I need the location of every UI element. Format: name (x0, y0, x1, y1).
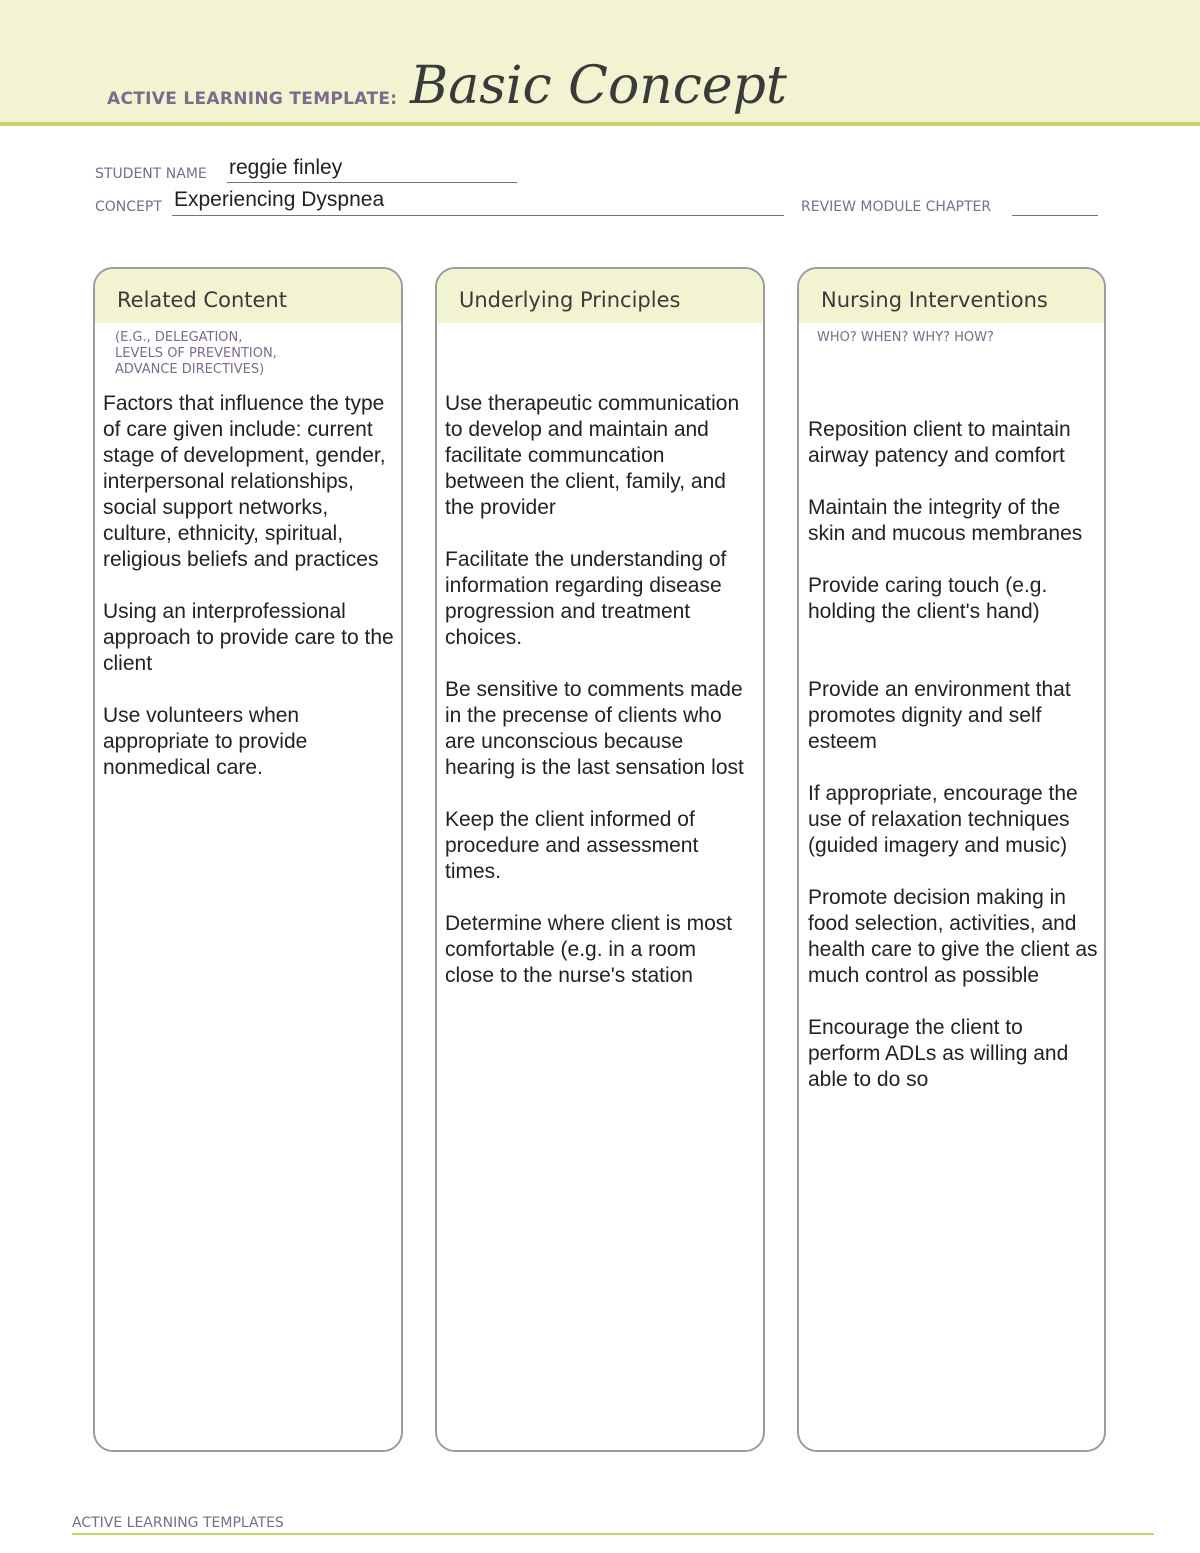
header-divider (0, 122, 1200, 126)
underlying-principles-paragraph: Determine where client is most comfortable (e.g. in a room close to the nurse's station (445, 912, 733, 987)
nursing-interventions-paragraph: Provide an environment that promotes dignity and self esteem (808, 678, 1071, 753)
nursing-interventions-card (797, 267, 1106, 1452)
nursing-interventions-paragraph: Reposition client to maintain airway patency and comfort (808, 418, 1071, 467)
related-content-paragraph: Using an interprofessional approach to provide care to the client (103, 600, 394, 675)
nursing-interventions-paragraph: Maintain the integrity of the skin and mucous membranes (808, 496, 1083, 545)
related-content-hint-line: LEVELS OF PREVENTION, (115, 346, 277, 361)
related-content-hint-line: ADVANCE DIRECTIVES) (115, 362, 265, 377)
concept-label: CONCEPT (95, 199, 162, 215)
template-title: Basic Concept (410, 56, 787, 116)
footer-label: ACTIVE LEARNING TEMPLATES (72, 1515, 284, 1531)
student-name-field[interactable]: reggie finley (229, 156, 343, 179)
nursing-interventions-paragraph: Promote decision making in food selection, activities, and health care to give the client as much control as possible (808, 886, 1098, 987)
related-content-hint (115, 330, 277, 378)
underlying-principles-card (435, 267, 765, 1452)
review-module-line (1012, 197, 1098, 216)
related-content-card (93, 267, 403, 1452)
nursing-interventions-paragraph: If appropriate, encourage the use of relaxation techniques (guided imagery and music) (808, 782, 1078, 857)
underlying-principles-paragraph: Be sensitive to comments made in the precense of clients who are unconscious because hearing is the last sensation lost (445, 678, 744, 779)
concept-field[interactable]: Experiencing Dyspnea (174, 188, 385, 211)
nursing-interventions-body[interactable] (808, 417, 1100, 1119)
template-label: ACTIVE LEARNING TEMPLATE: (107, 89, 398, 109)
underlying-principles-paragraph: Facilitate the understanding of information regarding disease progression and treatment choices. (445, 548, 727, 649)
review-module-label: REVIEW MODULE CHAPTER (801, 199, 992, 215)
related-content-title: Related Content (117, 288, 287, 312)
student-name-label: STUDENT NAME (95, 166, 207, 182)
nursing-interventions-hint: WHO? WHEN? WHY? HOW? (817, 330, 994, 345)
nursing-interventions-title: Nursing Interventions (821, 288, 1048, 312)
nursing-interventions-paragraph: Encourage the client to perform ADLs as willing and able to do so (808, 1016, 1069, 1091)
underlying-principles-paragraph: Use therapeutic communication to develop and maintain and facilitate communcation between the client, family, and the provider (445, 392, 740, 519)
underlying-principles-body[interactable] (445, 391, 745, 1015)
underlying-principles-paragraph: Keep the client informed of procedure and assessment times. (445, 808, 699, 883)
related-content-paragraph: Use volunteers when appropriate to provide nonmedical care. (103, 704, 308, 779)
related-content-body[interactable] (103, 391, 395, 807)
related-content-paragraph: Factors that influence the type of care given include: current stage of development, gender, interpersonal relationships, social support networks, culture, ethnicity, spiritual, religious beliefs and practices (103, 392, 386, 571)
footer-divider (72, 1533, 1154, 1535)
nursing-interventions-paragraph: Provide caring touch (e.g. holding the client's hand) (808, 574, 1048, 623)
underlying-principles-title: Underlying Principles (459, 288, 681, 312)
related-content-hint-line: (E.G., DELEGATION, (115, 330, 243, 345)
